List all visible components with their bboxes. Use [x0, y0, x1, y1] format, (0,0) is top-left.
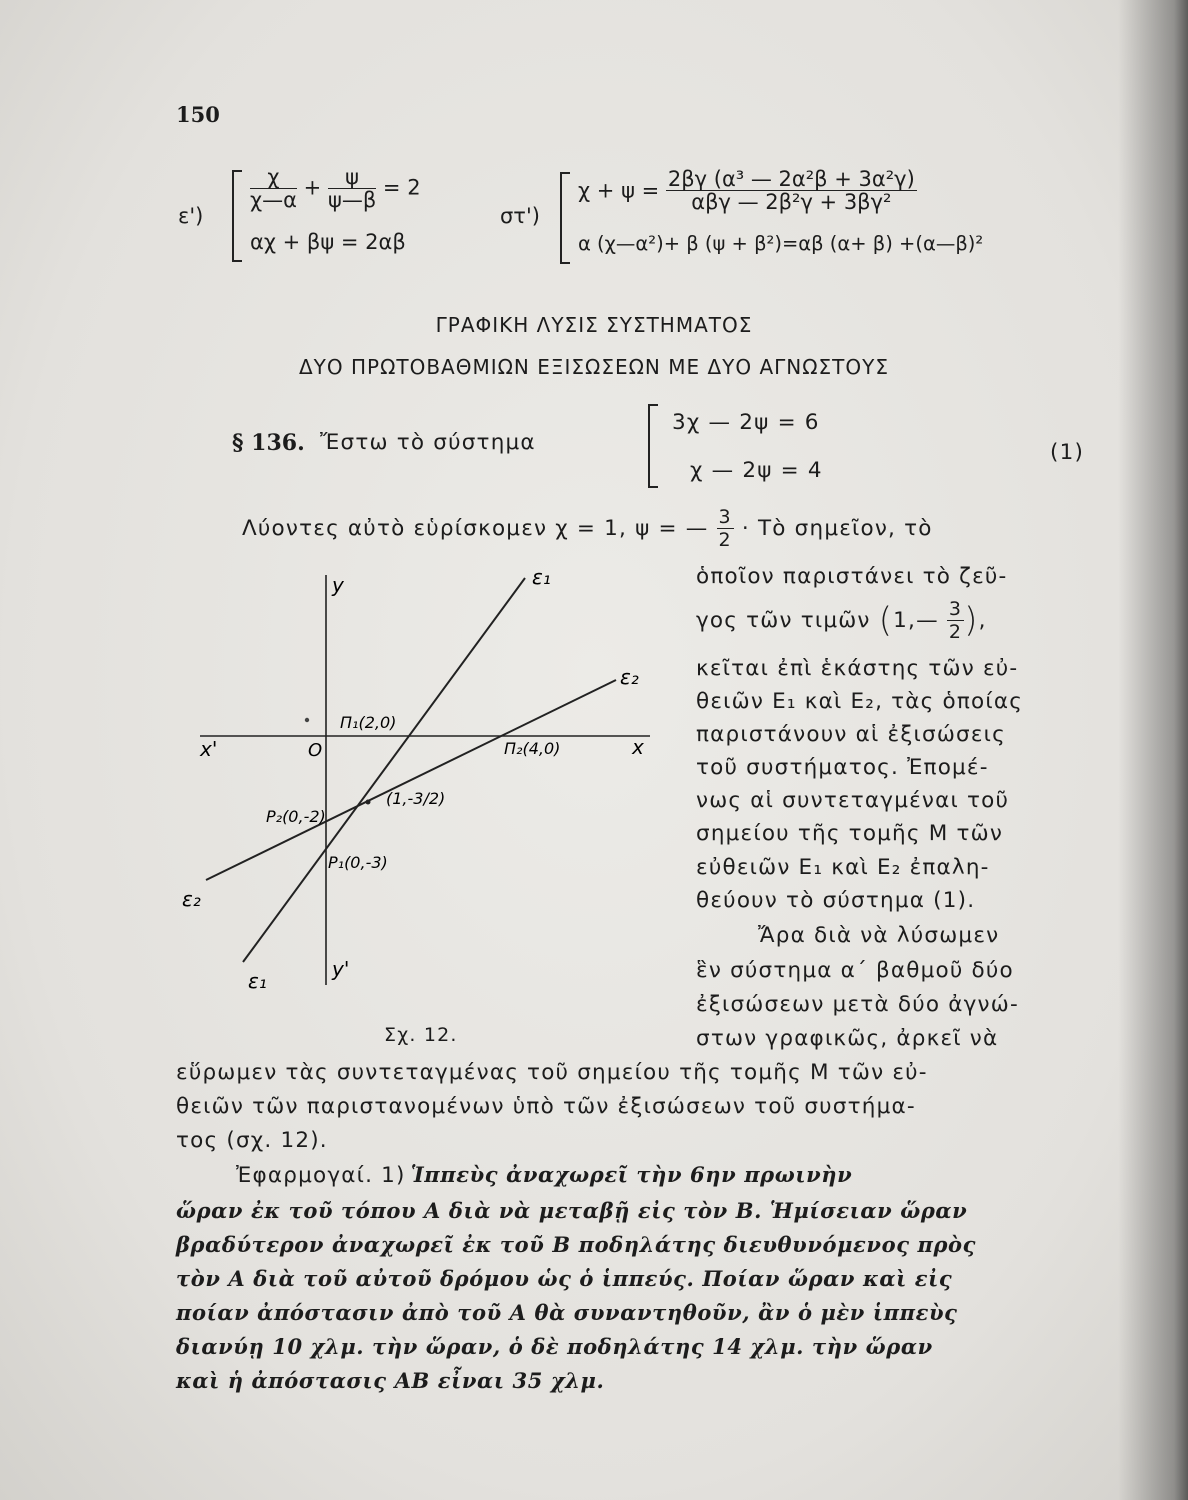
p2-label: P₂(0,-2) [266, 807, 326, 826]
page-edge-shadow [1118, 0, 1188, 1500]
pair-close-paren: ) [964, 600, 979, 641]
full-text-line: θειῶν τῶν παριστανομένων ὑπὸ τῶν ἐξισώσεων τοῦ συστήμα- [176, 1094, 916, 1119]
system-epsilon-eq2: αχ + βψ = 2αβ [250, 230, 406, 254]
right-col-line: εὐθειῶν Ε₁ καὶ Ε₂ ἐπαλη- [696, 855, 990, 880]
section-eq1: 3χ — 2ψ = 6 [672, 410, 820, 435]
line-epsilon1 [243, 578, 525, 962]
application-line: διανύῃ 10 χλμ. τὴν ὥραν, ὁ δὲ ποδηλάτης 14 χλμ. τὴν ὥραν [176, 1334, 933, 1359]
stigma-frac-den: αβγ — 2β²γ + 3βγ² [691, 190, 892, 214]
system-epsilon-brace [232, 170, 242, 262]
right-col-line1: ὁποῖον παριστάνει τὸ ζεῦ- [696, 564, 1008, 589]
epsilon1-top-label: ε₁ [532, 565, 551, 589]
solution-prefix: Λύοντες αὐτὸ εὑρίσκομεν χ = 1, ψ = — [242, 516, 709, 541]
right-col-line: τοῦ συστήματος. Ἐπομέ- [696, 755, 989, 780]
pair-fraction [947, 598, 964, 643]
ink-speck [305, 718, 309, 722]
pair-frac-num: 3 [948, 598, 963, 620]
frac-psi [328, 166, 376, 211]
system-stigma-eq2: α (χ—α²)+ β (ψ + β²)=αβ (α+ β) +(α—β)² [578, 232, 984, 255]
pi1-label: Π₁(2,0) [340, 713, 397, 732]
pair-open-paren: ( [878, 600, 894, 641]
epsilon2-right-label: ε₂ [620, 665, 639, 689]
frac-chi [250, 166, 297, 211]
solution-fraction [717, 506, 734, 551]
pair-comma: , [978, 608, 987, 633]
page-number: 150 [176, 102, 220, 127]
full-text-line: τος (σχ. 12). [176, 1128, 328, 1153]
frac-psi-num: ψ [328, 166, 376, 189]
intersection-point [366, 800, 371, 805]
pi2-label: Π₂(4,0) [504, 739, 561, 758]
stigma-eq1-lhs: χ + ψ = [578, 178, 660, 203]
right-col-line2-prefix: γος τῶν τιμῶν [696, 608, 871, 633]
full-text-line: εὕρωμεν τὰς συντεταγμένας τοῦ σημείου τῆς τομῆς Μ τῶν εὐ- [176, 1060, 928, 1085]
y-axis-label: y [332, 573, 344, 597]
figure-caption: Σχ. 12. [384, 1024, 458, 1046]
application-line: ὥραν ἐκ τοῦ τόπου Α διὰ νὰ μεταβῇ εἰς τὸν Β. Ἡμίσειαν ὥραν [176, 1198, 968, 1223]
epsilon1-bottom-label: ε₁ [248, 969, 267, 993]
x-axis-label: x [632, 735, 644, 759]
application-first-line [236, 1162, 852, 1188]
right-col-line: θεύουν τὸ σύστημα (1). [696, 888, 976, 913]
stigma-frac-num: 2βγ (α³ — 2α²β + 3α²γ) [667, 167, 915, 191]
right-col-line: Ἄρα διὰ νὰ λύσωμεν [758, 923, 1000, 948]
section-number: § 136. [232, 430, 305, 456]
epsilon2-left-label: ε₂ [182, 887, 201, 911]
system-epsilon-label: ε') [178, 204, 204, 228]
right-col-line: ἓν σύστημα α΄ βαθμοῦ δύο [696, 958, 1014, 983]
section-heading-line2: ΔΥΟ ΠΡΩΤΟΒΑΘΜΙΩΝ ΕΞΙΣΩΣΕΩΝ ΜΕ ΔΥΟ ΑΓΝΩΣΤΟΥΣ [299, 355, 889, 379]
right-col-line: ἐξισώσεων μετὰ δύο ἀγνώ- [696, 992, 1019, 1017]
section-eq2: χ — 2ψ = 4 [690, 458, 823, 483]
solution-line [242, 506, 933, 551]
system-stigma-brace [560, 172, 570, 264]
x-neg-axis-label: x' [200, 737, 218, 761]
frac-chi-den: χ—α [250, 188, 297, 212]
application-label: Ἐφαρμογαί. 1) [236, 1163, 406, 1188]
system-stigma-eq1 [578, 168, 917, 213]
stigma-fraction [666, 168, 917, 213]
system-stigma-label: στ') [500, 204, 540, 228]
line-epsilon2 [206, 680, 616, 880]
section-intro: Ἔστω τὸ σύστημα [320, 430, 536, 455]
y-neg-axis-label: y' [332, 957, 350, 981]
figure-12-graph [180, 560, 660, 1000]
frac-psi-den: ψ—β [327, 188, 377, 212]
right-col-line: νως αἱ συντεταγμέναι τοῦ [696, 788, 1010, 813]
right-col-line: στων γραφικῶς, ἀρκεῖ νὰ [696, 1026, 999, 1051]
right-col-line: σημείου τῆς τομῆς Μ τῶν [696, 821, 1004, 846]
solution-frac-num: 3 [718, 506, 732, 528]
pair-frac-den: 2 [948, 621, 963, 643]
section-system-brace [648, 404, 658, 488]
solution-frac-den: 2 [718, 529, 732, 551]
equation-label: (1) [1050, 440, 1085, 465]
right-col-line: θειῶν Ε₁ καὶ Ε₂, τὰς ὁποίας [696, 689, 1024, 714]
frac-chi-num: χ [250, 166, 297, 189]
intersection-label: (1,-3/2) [386, 789, 446, 808]
eq1-rhs: = 2 [382, 175, 421, 200]
application-first-text: Ἱππεὺς ἀναχωρεῖ τὴν 6ην πρωινὴν [410, 1162, 853, 1187]
application-line: καὶ ἡ ἀπόστασις ΑΒ εἶναι 35 χλμ. [176, 1368, 605, 1393]
application-line: ποίαν ἀπόστασιν ἀπὸ τοῦ Α θὰ συναντηθοῦν, ἂν ὁ μὲν ἱππεὺς [176, 1300, 958, 1325]
origin-label: O [308, 740, 323, 761]
application-line: βραδύτερον ἀναχωρεῖ ἐκ τοῦ Β ποδηλάτης διευθυνόμενος πρὸς [176, 1232, 977, 1257]
right-col-line: παριστάνουν αἱ ἐξισώσεις [696, 722, 1006, 747]
plus-sign: + [303, 175, 322, 200]
p1-label: P₁(0,-3) [328, 853, 388, 872]
section-heading-line1: ΓΡΑΦΙΚΗ ΛΥΣΙΣ ΣΥΣΤΗΜΑΤΟΣ [435, 313, 753, 337]
solution-suffix: · Τὸ σημεῖον, τὸ [741, 516, 933, 541]
right-col-line: κεῖται ἐπὶ ἑκάστης τῶν εὐ- [696, 656, 1019, 681]
right-col-line2 [696, 598, 987, 643]
pair-text: 1,— [893, 608, 939, 633]
system-epsilon-eq1 [250, 166, 421, 211]
application-line: τὸν Α διὰ τοῦ αὐτοῦ δρόμου ὡς ὁ ἱππεύς. Ποίαν ὥραν καὶ εἰς [176, 1266, 953, 1291]
